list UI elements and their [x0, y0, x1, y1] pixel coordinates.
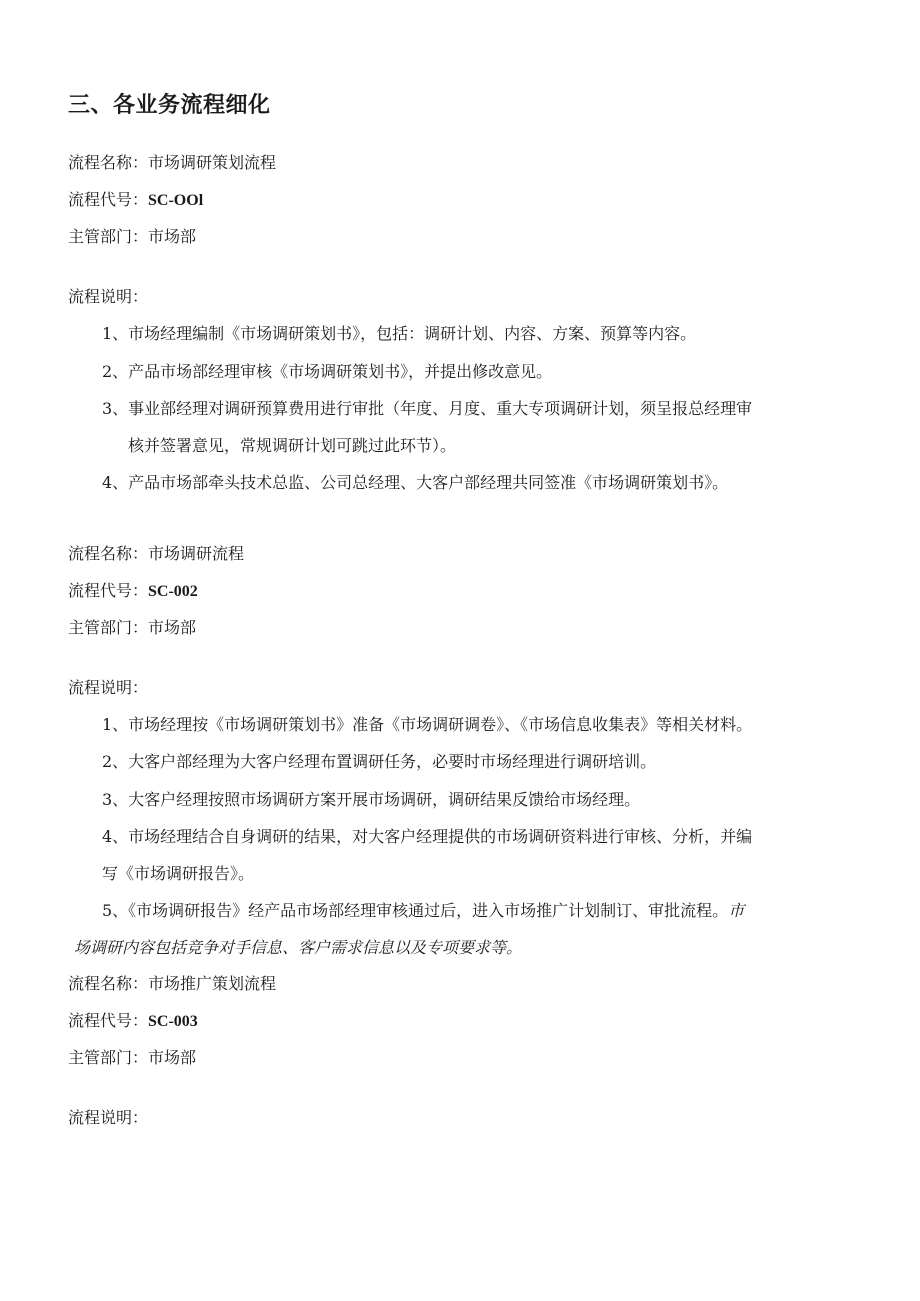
process-code: SC-OOl: [148, 192, 204, 209]
section-title: 三、各业务流程细化: [68, 93, 271, 118]
process-name: 市场调研流程: [148, 544, 245, 563]
process-1-item-2: 2、产品市场部经理审核《市场调研策划书》，并提出修改意见。: [102, 362, 553, 381]
process-2-item-4-cont: 写《市场调研报告》。: [102, 864, 255, 883]
process-2-desc-label: 流程说明：: [68, 678, 149, 697]
process-3-dept-row: [68, 1047, 196, 1069]
process-2-dept-row: [68, 617, 196, 639]
process-2-item-2: 2、大客户部经理为大客户经理布置调研任务，必要时市场经理进行调研培训。: [102, 752, 657, 771]
process-2-item-4: 4、市场经理结合自身调研的结果，对大客户经理提供的市场调研资料进行审核、分析，并编: [102, 827, 753, 846]
process-2-item-1: 1、市场经理按《市场调研策划书》准备《市场调研调卷》、《市场信息收集表》等相关材料。: [102, 715, 753, 734]
process-3-name-row: [68, 973, 276, 995]
process-2-code-row: [68, 580, 198, 603]
process-code: SC-003: [148, 1013, 198, 1030]
process-dept: 市场部: [148, 1048, 197, 1067]
process-3-code-row: [68, 1010, 198, 1033]
process-name: 市场调研策划流程: [148, 153, 277, 172]
process-dept: 市场部: [148, 618, 197, 637]
process-1-name-row: [68, 152, 276, 174]
process-1-item-3: 3、事业部经理对调研预算费用进行审批（年度、月度、重大专项调研计划，须呈报总经理审: [102, 399, 753, 418]
process-code-label: 流程代号：: [68, 190, 149, 209]
process-name-label: 流程名称：: [68, 544, 149, 563]
process-1-item-1: 1、市场经理编制《市场调研策划书》，包括：调研计划、内容、方案、预算等内容。: [102, 324, 697, 343]
process-1-item-4: 4、产品市场部牵头技术总监、公司总经理、大客户部经理共同签准《市场调研策划书》。: [102, 473, 729, 492]
process-code-label: 流程代号：: [68, 581, 149, 600]
process-1-dept-row: [68, 226, 196, 248]
process-2-item-5-italic: 市: [728, 901, 745, 920]
process-2-item-5-text: 5、《市场调研报告》经产品市场部经理审核通过后，进入市场推广计划制订、审批流程。: [102, 901, 729, 920]
process-name: 市场推广策划流程: [148, 974, 277, 993]
process-2-name-row: [68, 543, 244, 565]
process-2-item-5: [102, 900, 744, 922]
process-1-desc-label: 流程说明：: [68, 287, 149, 306]
process-2-item-3: 3、大客户经理按照市场调研方案开展市场调研，调研结果反馈给市场经理。: [102, 790, 641, 809]
process-dept-label: 主管部门：: [68, 227, 149, 246]
process-code-label: 流程代号：: [68, 1011, 149, 1030]
process-dept-label: 主管部门：: [68, 618, 149, 637]
process-3-desc-label: 流程说明：: [68, 1108, 149, 1127]
process-1-code-row: [68, 189, 203, 212]
process-code: SC-002: [148, 583, 198, 600]
process-name-label: 流程名称：: [68, 974, 149, 993]
process-name-label: 流程名称：: [68, 153, 149, 172]
process-2-item-5-cont: 场调研内容包括竞争对手信息、客户需求信息以及专项要求等。: [74, 938, 523, 957]
process-dept: 市场部: [148, 227, 197, 246]
process-dept-label: 主管部门：: [68, 1048, 149, 1067]
process-1-item-3-cont: 核并签署意见，常规调研计划可跳过此环节）。: [128, 436, 457, 455]
